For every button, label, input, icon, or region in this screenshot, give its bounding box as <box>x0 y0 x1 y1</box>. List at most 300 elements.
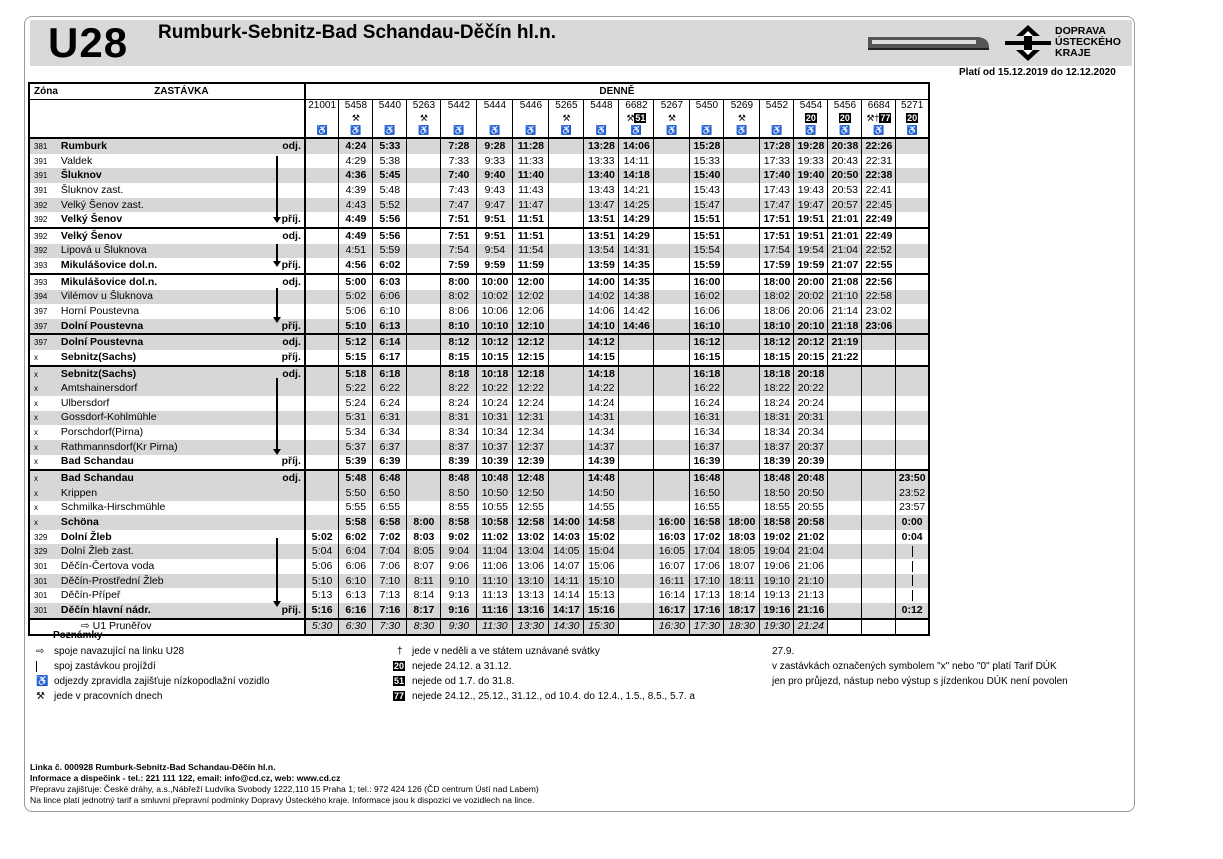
time-cell: 10:58 <box>477 515 513 530</box>
time-cell: 14:35 <box>619 274 654 290</box>
logo-line-2: ÚSTECKÉHO <box>1055 36 1121 48</box>
stop-row <box>29 183 929 198</box>
time-cell <box>549 183 584 198</box>
time-cell: 9:16 <box>441 603 477 619</box>
time-cell <box>828 411 862 426</box>
time-cell <box>896 440 929 455</box>
time-cell: 15:04 <box>584 544 619 559</box>
time-cell: 16:17 <box>654 603 690 619</box>
time-cell <box>828 486 862 501</box>
time-cell <box>862 501 896 516</box>
footer-line-info: Linka č. 000928 Rumburk-Sebnitz-Bad Schandau-Děčín hl.n. <box>30 762 276 772</box>
time-cell: 5:39 <box>339 455 373 471</box>
time-cell: 19:51 <box>794 228 828 244</box>
time-cell: 16:10 <box>690 319 724 335</box>
time-cell: 22:31 <box>862 154 896 169</box>
route-title: Rumburk-Sebnitz-Bad Schandau-Děčín hl.n. <box>158 22 556 43</box>
time-cell: 4:24 <box>339 138 373 154</box>
arr-dep-mark: příj. <box>271 319 305 335</box>
time-cell: 4:36 <box>339 168 373 183</box>
time-cell: 14:18 <box>619 168 654 183</box>
arr-dep-mark: odj. <box>271 138 305 154</box>
time-cell: 18:17 <box>724 603 760 619</box>
time-cell: 13:51 <box>584 228 619 244</box>
time-cell <box>305 455 339 471</box>
note-text: nejede od 1.7. do 31.8. <box>412 676 515 687</box>
train-number: 5440 <box>373 99 407 112</box>
stop-row <box>29 530 929 545</box>
time-cell: 11:51 <box>513 228 549 244</box>
time-cell <box>407 396 441 411</box>
through-arrow <box>276 378 278 450</box>
time-cell: 21:01 <box>828 228 862 244</box>
connection-time: 17:30 <box>690 619 724 636</box>
time-cell: 21:06 <box>794 559 828 574</box>
zone-cell: x <box>29 440 59 455</box>
time-cell <box>549 440 584 455</box>
time-cell: 5:37 <box>339 440 373 455</box>
time-cell: 9:28 <box>477 138 513 154</box>
time-cell: 18:48 <box>760 470 794 486</box>
time-cell: 18:31 <box>760 411 794 426</box>
time-cell: 11:06 <box>477 559 513 574</box>
footer-operator: Přepravu zajišťuje: České dráhy, a.s.,Nábřeží Ludvíka Svobody 1222,110 15 Praha 1; tel.: 972 424 126 (ČD centrum Ústí nad Labem) <box>30 784 539 794</box>
time-cell: 14:31 <box>619 244 654 259</box>
time-cell: 18:06 <box>760 304 794 319</box>
note-text: v zastávkách označených symbolem "x" nebo "0" platí Tarif DÚK <box>772 661 1057 672</box>
note-symbol <box>36 661 37 672</box>
time-cell: 11:59 <box>513 258 549 274</box>
time-cell: 11:16 <box>477 603 513 619</box>
time-cell <box>407 198 441 213</box>
time-cell: 6:55 <box>373 501 407 516</box>
time-cell <box>724 501 760 516</box>
time-cell: 19:47 <box>794 198 828 213</box>
time-cell <box>828 366 862 382</box>
time-cell: 4:43 <box>339 198 373 213</box>
time-cell <box>896 334 929 350</box>
time-cell: 10:10 <box>477 319 513 335</box>
time-cell: 8:00 <box>407 515 441 530</box>
time-cell: 14:15 <box>584 350 619 366</box>
time-cell <box>654 455 690 471</box>
time-cell <box>654 168 690 183</box>
time-cell <box>407 154 441 169</box>
time-cell <box>305 274 339 290</box>
note-symbol: † <box>397 646 403 657</box>
accessibility-cell <box>862 125 896 139</box>
time-cell <box>619 486 654 501</box>
time-cell: 7:28 <box>441 138 477 154</box>
time-cell: 8:17 <box>407 603 441 619</box>
time-cell <box>724 411 760 426</box>
time-cell: 14:29 <box>619 228 654 244</box>
zone-header: Zóna <box>29 83 59 99</box>
time-cell <box>305 350 339 366</box>
time-cell <box>619 544 654 559</box>
time-cell: 9:13 <box>441 588 477 603</box>
stop-name: Dolní Poustevna <box>59 334 271 350</box>
time-cell <box>549 212 584 228</box>
stop-row <box>29 350 929 366</box>
time-cell <box>549 501 584 516</box>
time-cell: 16:02 <box>690 290 724 305</box>
time-cell: 5:48 <box>339 470 373 486</box>
accessibility-cell <box>477 125 513 139</box>
train-number: 5265 <box>549 99 584 112</box>
stop-row <box>29 228 929 244</box>
stop-row <box>29 198 929 213</box>
time-cell: 9:51 <box>477 228 513 244</box>
time-cell: 16:05 <box>654 544 690 559</box>
time-cell <box>549 486 584 501</box>
zone-cell: 397 <box>34 307 48 316</box>
zone-cell: 392 <box>29 198 59 213</box>
time-cell: 17:06 <box>690 559 724 574</box>
train-number: 5267 <box>654 99 690 112</box>
time-cell <box>549 154 584 169</box>
time-cell: 14:39 <box>584 455 619 471</box>
restriction-badge: 20 <box>805 112 816 123</box>
connection-time: 14:30 <box>549 619 584 636</box>
arr-dep-mark: příj. <box>271 258 305 274</box>
time-cell <box>896 574 929 589</box>
time-cell: 12:02 <box>513 290 549 305</box>
connection-time: 6:30 <box>339 619 373 636</box>
time-cell <box>407 381 441 396</box>
time-cell: 5:56 <box>373 228 407 244</box>
through-arrow <box>276 538 278 602</box>
time-cell <box>896 258 929 274</box>
time-cell <box>619 515 654 530</box>
accessibility-cell <box>305 125 339 139</box>
stop-name: Horní Poustevna <box>60 305 140 317</box>
time-cell: 15:10 <box>584 574 619 589</box>
time-cell <box>549 381 584 396</box>
time-cell: 16:55 <box>690 501 724 516</box>
time-cell: 9:51 <box>477 212 513 228</box>
connection-time: 9:30 <box>441 619 477 636</box>
pass-through-mark <box>912 546 913 557</box>
stop-row <box>29 334 929 350</box>
time-cell: 9:02 <box>441 530 477 545</box>
time-cell <box>724 168 760 183</box>
time-cell: 20:18 <box>794 366 828 382</box>
time-cell <box>305 244 339 259</box>
time-cell: 0:00 <box>896 515 929 530</box>
accessibility-cell <box>724 125 760 139</box>
time-cell <box>407 290 441 305</box>
time-cell <box>828 455 862 471</box>
time-cell <box>896 455 929 471</box>
time-cell: 11:54 <box>513 244 549 259</box>
time-cell <box>896 228 929 244</box>
accessibility-cell <box>441 125 477 139</box>
time-cell: 5:22 <box>339 381 373 396</box>
note-text: jede v pracovních dnech <box>54 691 163 702</box>
train-number: 6682 <box>619 99 654 112</box>
time-cell: 10:15 <box>477 350 513 366</box>
time-cell <box>724 212 760 228</box>
time-cell <box>619 425 654 440</box>
time-cell <box>724 258 760 274</box>
time-cell: 6:48 <box>373 470 407 486</box>
time-cell: 21:10 <box>794 574 828 589</box>
time-cell <box>896 138 929 154</box>
time-cell: 6:37 <box>373 440 407 455</box>
time-cell: 14:42 <box>619 304 654 319</box>
time-cell <box>305 290 339 305</box>
stop-name: Rumburk <box>59 138 271 154</box>
zone-cell: x <box>29 470 59 486</box>
time-cell: 14:35 <box>619 258 654 274</box>
time-cell: 18:07 <box>724 559 760 574</box>
stop-row <box>29 381 929 396</box>
time-cell: 10:00 <box>477 274 513 290</box>
time-cell: 20:06 <box>794 304 828 319</box>
time-cell: 17:51 <box>760 212 794 228</box>
connection-time: 13:30 <box>513 619 549 636</box>
time-cell: 8:10 <box>441 319 477 335</box>
time-cell: 19:59 <box>794 258 828 274</box>
time-cell: 20:48 <box>794 470 828 486</box>
time-cell <box>549 470 584 486</box>
stop-row <box>29 290 929 305</box>
logo-line-3: KRAJE <box>1055 47 1091 59</box>
time-cell: 10:39 <box>477 455 513 471</box>
stop-name: Ulbersdorf <box>60 396 110 409</box>
pass-through-mark <box>912 561 913 572</box>
zone-cell: 391 <box>29 168 59 183</box>
wheelchair-icon: ♿ <box>873 125 885 136</box>
time-cell: 20:34 <box>794 425 828 440</box>
time-cell: 8:03 <box>407 530 441 545</box>
time-cell: 16:18 <box>690 366 724 382</box>
zone-cell: x <box>34 398 38 408</box>
stop-name: Dolní Žleb <box>60 530 112 543</box>
time-cell: 8:00 <box>441 274 477 290</box>
time-cell: 19:16 <box>760 603 794 619</box>
arr-dep-mark: příj. <box>271 455 305 471</box>
train-number: 5456 <box>828 99 862 112</box>
time-cell: 6:04 <box>339 544 373 559</box>
time-cell <box>862 411 896 426</box>
time-cell <box>619 501 654 516</box>
time-cell: 15:33 <box>690 154 724 169</box>
time-cell: 20:53 <box>828 183 862 198</box>
zone-cell: x <box>34 457 38 467</box>
time-cell <box>828 381 862 396</box>
zone-cell: 394 <box>29 290 59 305</box>
time-cell <box>407 212 441 228</box>
time-cell: 16:07 <box>654 559 690 574</box>
time-cell: 12:31 <box>513 411 549 426</box>
time-cell: 22:49 <box>862 212 896 228</box>
time-cell: 10:18 <box>477 366 513 382</box>
time-cell: 7:59 <box>441 258 477 274</box>
time-cell: 16:11 <box>654 574 690 589</box>
time-cell <box>896 559 929 574</box>
time-cell <box>654 290 690 305</box>
restriction-badge: 51 <box>635 112 646 123</box>
note-symbol <box>393 691 405 702</box>
time-cell <box>619 411 654 426</box>
train-number: 5446 <box>513 99 549 112</box>
time-cell <box>407 244 441 259</box>
time-cell: 18:10 <box>760 319 794 335</box>
time-cell: 14:00 <box>549 515 584 530</box>
accessibility-cell <box>896 125 929 139</box>
time-cell <box>407 425 441 440</box>
time-cell: 5:31 <box>339 411 373 426</box>
time-cell: 8:37 <box>441 440 477 455</box>
notes-title: Poznámky <box>53 630 103 641</box>
time-cell <box>549 274 584 290</box>
time-cell: 20:24 <box>794 396 828 411</box>
time-cell: 7:54 <box>441 244 477 259</box>
train-codes <box>654 112 690 125</box>
time-cell: 20:22 <box>794 381 828 396</box>
time-cell: 19:54 <box>794 244 828 259</box>
time-cell <box>305 258 339 274</box>
wheelchair-icon: ♿ <box>906 125 918 136</box>
time-cell <box>654 304 690 319</box>
time-cell: 14:03 <box>549 530 584 545</box>
time-cell <box>896 544 929 559</box>
time-cell: 17:43 <box>760 183 794 198</box>
time-cell: 20:58 <box>794 515 828 530</box>
time-cell: 18:22 <box>760 381 794 396</box>
time-cell: 17:51 <box>760 228 794 244</box>
time-cell: 13:59 <box>584 258 619 274</box>
stop-name: Porschdorf(Pirna) <box>60 426 144 439</box>
time-cell <box>407 440 441 455</box>
time-cell <box>549 244 584 259</box>
time-cell <box>305 212 339 228</box>
time-cell: 17:10 <box>690 574 724 589</box>
time-cell: 5:38 <box>373 154 407 169</box>
time-cell <box>305 154 339 169</box>
time-cell: 11:40 <box>513 168 549 183</box>
stop-row <box>29 574 929 589</box>
time-cell <box>724 290 760 305</box>
time-cell <box>862 334 896 350</box>
time-cell: 20:31 <box>794 411 828 426</box>
connection-time: 16:30 <box>654 619 690 636</box>
time-cell: 14:21 <box>619 183 654 198</box>
wheelchair-icon: ♿ <box>316 125 328 136</box>
time-cell: 11:51 <box>513 212 549 228</box>
time-cell: 8:14 <box>407 588 441 603</box>
time-cell: 21:01 <box>828 212 862 228</box>
connection-time: 19:30 <box>760 619 794 636</box>
time-cell: 20:57 <box>828 198 862 213</box>
time-cell: 11:28 <box>513 138 549 154</box>
time-cell: 16:00 <box>654 515 690 530</box>
time-cell <box>724 334 760 350</box>
time-cell <box>724 304 760 319</box>
footer-contact: Informace a dispečink - tel.: 221 111 122, email: info@cd.cz, web: www.cd.cz <box>30 773 341 783</box>
time-cell: 14:50 <box>584 486 619 501</box>
time-cell: 7:47 <box>441 198 477 213</box>
time-cell: 4:39 <box>339 183 373 198</box>
time-cell <box>896 381 929 396</box>
time-cell <box>549 319 584 335</box>
timetable <box>28 82 930 636</box>
time-cell <box>549 334 584 350</box>
connection-time: 18:30 <box>724 619 760 636</box>
time-cell <box>619 334 654 350</box>
zone-cell: 397 <box>29 319 59 335</box>
time-cell: 6:06 <box>339 559 373 574</box>
stop-row <box>29 212 929 228</box>
time-cell: 11:33 <box>513 154 549 169</box>
time-cell <box>654 366 690 382</box>
time-cell <box>549 455 584 471</box>
time-cell: 14:10 <box>584 319 619 335</box>
time-cell: 4:29 <box>339 154 373 169</box>
time-cell: 15:28 <box>690 138 724 154</box>
time-cell: 13:47 <box>584 198 619 213</box>
train-codes <box>828 112 862 125</box>
time-cell <box>549 411 584 426</box>
stop-row <box>29 304 929 319</box>
train-number: 5454 <box>794 99 828 112</box>
time-cell: 14:14 <box>549 588 584 603</box>
time-cell: 6:39 <box>373 455 407 471</box>
stop-row <box>29 588 929 603</box>
time-cell <box>619 559 654 574</box>
time-cell: 4:56 <box>339 258 373 274</box>
stop-name: Děčín-Prostřední Žleb <box>59 574 271 589</box>
time-cell: 14:31 <box>584 411 619 426</box>
arr-dep-mark: odj. <box>271 470 305 486</box>
time-cell: 12:48 <box>513 470 549 486</box>
time-cell: 9:47 <box>477 198 513 213</box>
time-cell: 13:33 <box>584 154 619 169</box>
zone-cell: 393 <box>29 274 59 290</box>
connection-time: 8:30 <box>407 619 441 636</box>
time-cell: 20:00 <box>794 274 828 290</box>
time-cell <box>724 319 760 335</box>
time-cell: 18:11 <box>724 574 760 589</box>
time-cell: 20:55 <box>794 501 828 516</box>
time-cell: 21:16 <box>794 603 828 619</box>
time-cell <box>619 470 654 486</box>
time-cell: 5:15 <box>339 350 373 366</box>
arr-dep-mark: odj. <box>271 228 305 244</box>
time-cell: 16:24 <box>690 396 724 411</box>
time-cell: 7:51 <box>441 212 477 228</box>
time-cell <box>654 258 690 274</box>
time-cell: 14:55 <box>584 501 619 516</box>
time-cell: 15:40 <box>690 168 724 183</box>
time-cell: 19:40 <box>794 168 828 183</box>
time-cell <box>305 183 339 198</box>
time-cell: 12:55 <box>513 501 549 516</box>
time-cell: 6:18 <box>373 366 407 382</box>
zone-cell: 393 <box>34 261 48 271</box>
time-cell <box>654 486 690 501</box>
time-cell <box>862 588 896 603</box>
zone-cell: 301 <box>34 561 48 571</box>
time-cell: 18:58 <box>760 515 794 530</box>
time-cell: 5:55 <box>339 501 373 516</box>
time-cell <box>724 228 760 244</box>
stop-row <box>29 603 929 619</box>
time-cell: 22:49 <box>862 228 896 244</box>
time-cell <box>828 501 862 516</box>
